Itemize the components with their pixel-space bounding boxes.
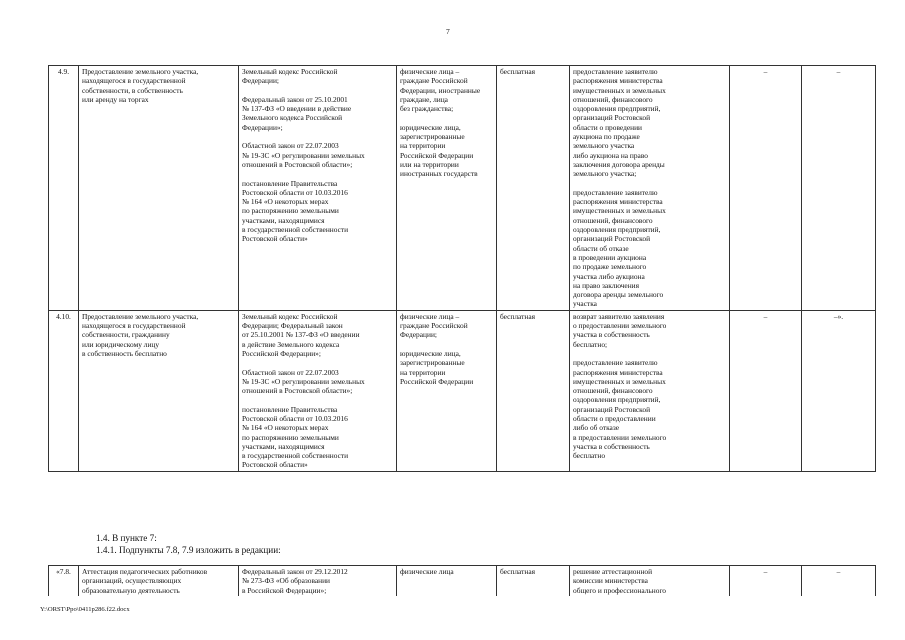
legal-basis: Земельный кодекс Российской Федерации; Федеральный закон от 25.10.2001 № 137-ФЗ «О введении в действие Земельного кодекса Российской Федерации»; Областной закон от 22.07.2003 № 19-ЗС «О регулировании земельных отношений в Ростовской области»; постановление Правительства Ростовской области от 10.03.2016 № 164 «О некоторых мерах по распоряжению земельными участками, находящимися в государственной собственности Ростовской области» [239,310,397,471]
fee: бесплатная [497,566,570,596]
services-table-continued [48,565,876,596]
legal-basis: Земельный кодекс Российской Федерации; Федеральный закон от 25.10.2001 № 137-ФЗ «О введении в действие Земельного кодекса Российской Федерации»; Областной закон от 22.07.2003 № 19-ЗС «О регулировании земельных отношений в Ростовской области»; постановление Правительства Ростовской области от 10.03.2016 № 164 «О некоторых мерах по распоряжению земельными участками, находящимися в государственной собственности Ростовской области» [239,66,397,311]
service-name: Предоставление земельного участка, находящегося в государственной собственности, гражданину или юридическому лицу в собственность бесплатно [79,310,239,471]
amendment-line-2: 1.4.1. Подпункты 7.8, 7.9 изложить в редакции: [96,545,281,555]
row-number: 4.10. [49,310,79,471]
service-name: Предоставление земельного участка, находящегося в государственной собственности, в собственность или аренду на торгах [79,66,239,311]
table-row [49,566,876,596]
col8-value: – [802,566,876,596]
amendment-line-1: 1.4. В пункте 7: [96,533,157,543]
service-name: Аттестация педагогических работников организаций, осуществляющих образовательную деятельность [79,566,239,596]
col7-value: – [730,566,802,596]
result: предоставление заявителю распоряжения министерства имущественных и земельных отношений, финансового оздоровления предприятий, организаций Ростовской области о проведении аукциона по продаже земельного участка либо аукциона на право заключения договора аренды земельного участка; предоставление заявителю распоряжения министерства имущественных и земельных отношений, финансового оздоровления предприятий, организаций Ростовской области об отказе в проведении аукциона по продаже земельного участка либо аукциона на право заключения договора аренды земельного участка [570,66,730,311]
col8-value: – [802,66,876,311]
services-table [48,65,876,472]
page-number: 7 [446,27,450,36]
file-path-footer: Y:\ORST\Ppo\0411p286.f22.docx [40,606,130,613]
col7-value: – [730,310,802,471]
result: решение аттестационной комиссии министерства общего и профессионального [570,566,730,596]
fee: бесплатная [497,310,570,471]
row-number: 4.9. [49,66,79,311]
result: возврат заявителю заявления о предоставлении земельного участка в собственность бесплатно; предоставление заявителю распоряжения министерства имущественных и земельных отношений, финансового оздоровления предприятий, организаций Ростовской области о предоставлении либо об отказе в предоставлении земельного участка в собственность бесплатно [570,310,730,471]
applicants: физические лица – граждане Российской Федерации; юридические лица, зарегистрированные на территории Российской Федерации [397,310,497,471]
table-row [49,66,876,311]
fee: бесплатная [497,66,570,311]
row-number: «7.8. [49,566,79,596]
applicants: физические лица – граждане Российской Федерации, иностранные граждане, лица без гражданства; юридические лица, зарегистрированные на территории Российской Федерации или на территории иностранных государств [397,66,497,311]
col7-value: – [730,66,802,311]
legal-basis: Федеральный закон от 29.12.2012 № 273-ФЗ «Об образовании в Российской Федерации»; [239,566,397,596]
table-row [49,310,876,471]
col8-value: –». [802,310,876,471]
applicants: физические лица [397,566,497,596]
